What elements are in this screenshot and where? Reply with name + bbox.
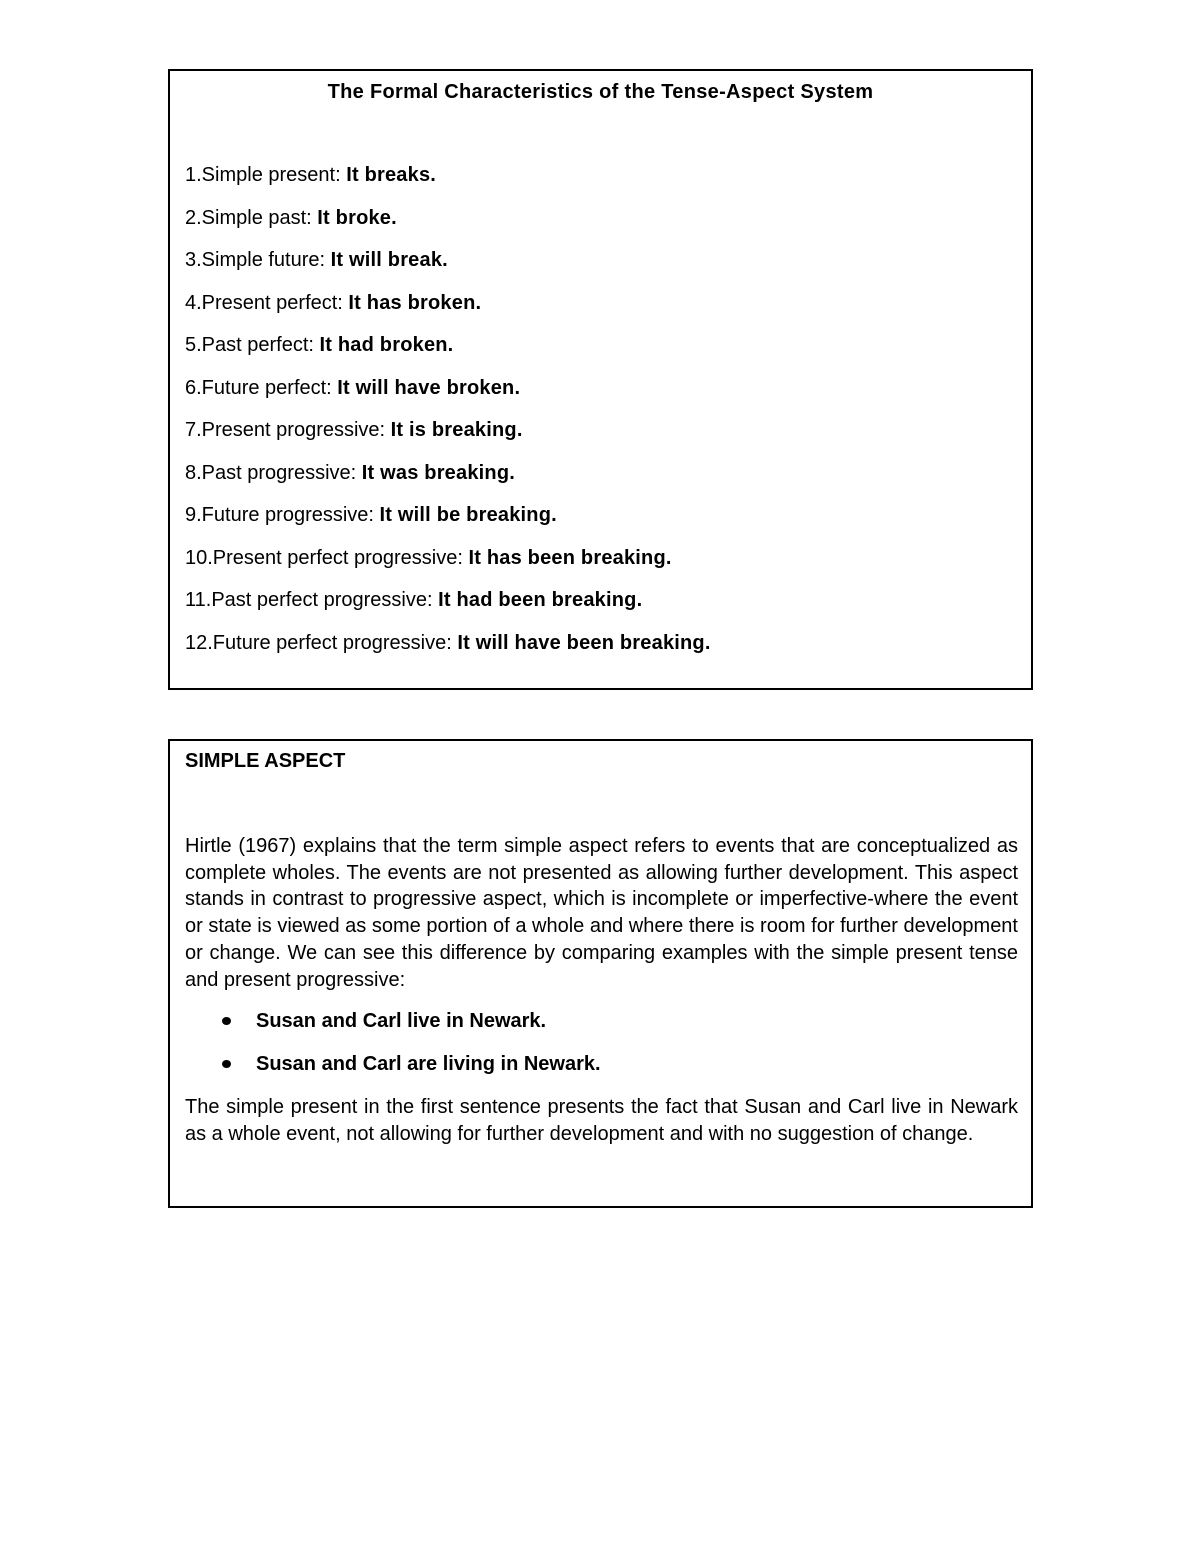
tense-label: 10.Present perfect progressive: (185, 546, 469, 569)
bullet-icon (222, 1017, 231, 1025)
tense-example: It had broken. (319, 334, 454, 356)
tense-label: 8.Past progressive: (185, 461, 362, 484)
example-sentence: Susan and Carl are living in Newark. (256, 1052, 601, 1075)
example-sentence: Susan and Carl live in Newark. (256, 1010, 547, 1032)
example-bullet-list (218, 1009, 601, 1094)
tense-label: 12.Future perfect progressive: (185, 631, 458, 654)
tense-example: It breaks. (346, 164, 437, 186)
list-item (185, 206, 711, 249)
tense-label: 5.Past perfect: (185, 334, 320, 356)
tense-example: It is breaking. (390, 419, 523, 441)
list-item (185, 248, 711, 291)
tense-example: It broke. (317, 206, 397, 229)
list-item (218, 1052, 601, 1095)
section-heading: SIMPLE ASPECT (185, 750, 346, 772)
tense-example: It will be breaking. (379, 504, 557, 526)
tense-example: It will break. (330, 249, 448, 271)
tense-label: 9.Future progressive: (185, 504, 380, 526)
list-item (185, 376, 711, 419)
tense-label: 6.Future perfect: (185, 376, 338, 399)
tense-example: It has been breaking. (468, 546, 672, 569)
tense-label: 11.Past perfect progressive: (185, 589, 439, 611)
tense-label: 7.Present progressive: (185, 419, 391, 441)
tense-aspect-title: The Formal Characteristics of the Tense-Aspect System (327, 81, 874, 103)
tense-list (185, 163, 711, 673)
tense-example: It will have broken. (337, 376, 521, 399)
tense-label: 2.Simple past: (185, 206, 318, 229)
list-item (218, 1009, 601, 1052)
tense-label: 1.Simple present: (185, 164, 347, 186)
list-item (185, 291, 711, 334)
bullet-icon (222, 1060, 231, 1068)
simple-aspect-box (168, 739, 1033, 1208)
list-item (185, 163, 711, 206)
tense-example: It was breaking. (361, 461, 515, 484)
tense-example: It had been breaking. (438, 589, 643, 611)
list-item (185, 418, 711, 461)
tense-label: 4.Present perfect: (185, 291, 349, 314)
list-item (185, 461, 711, 504)
list-item (185, 588, 711, 631)
body-paragraph: Hirtle (1967) explains that the term simple aspect refers to events that are conceptualized as complete wholes. The events are not presented as allowing further development. This aspect stands in contrast to progressive aspect, which is incomplete or imperfective-where the event or state is viewed as some portion of a whole and where there is room for further development or change. We can see this difference by comparing examples with the simple present tense and present progressive: (185, 835, 1018, 991)
tense-aspect-box (168, 69, 1033, 690)
list-item (185, 631, 711, 674)
tense-example: It has broken. (348, 291, 482, 314)
list-item (185, 503, 711, 546)
tense-example: It will have been breaking. (457, 631, 711, 654)
tense-label: 3.Simple future: (185, 249, 331, 271)
list-item (185, 333, 711, 376)
body-paragraph: The simple present in the first sentence presents the fact that Susan and Carl live in Newark as a whole event, not allowing for further development and with no suggestion of change. (185, 1096, 1018, 1145)
list-item (185, 546, 711, 589)
